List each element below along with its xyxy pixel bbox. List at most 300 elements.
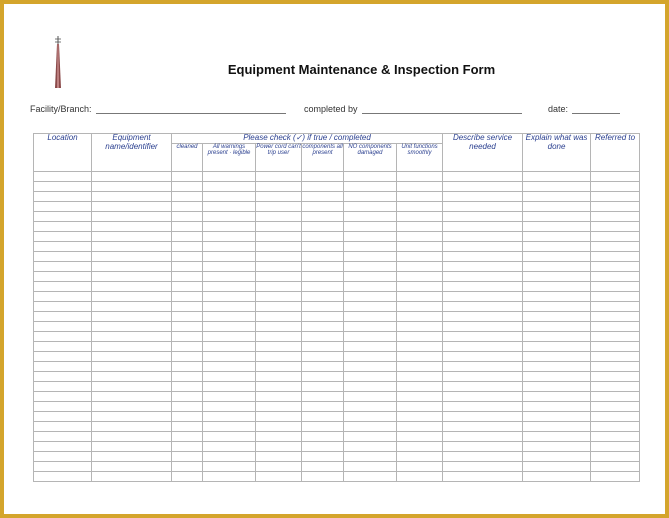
table-cell[interactable] bbox=[256, 281, 302, 291]
table-cell[interactable] bbox=[302, 221, 344, 231]
table-cell[interactable] bbox=[344, 201, 397, 211]
table-cell[interactable] bbox=[443, 261, 523, 271]
table-cell[interactable] bbox=[397, 311, 443, 321]
table-cell[interactable] bbox=[302, 371, 344, 381]
table-cell[interactable] bbox=[172, 221, 203, 231]
table-cell[interactable] bbox=[523, 461, 591, 471]
table-cell[interactable] bbox=[397, 251, 443, 261]
table-cell[interactable] bbox=[302, 171, 344, 181]
table-cell[interactable] bbox=[256, 471, 302, 481]
facility-field[interactable] bbox=[30, 104, 286, 114]
table-cell[interactable] bbox=[302, 451, 344, 461]
table-cell[interactable] bbox=[203, 241, 256, 251]
table-cell[interactable] bbox=[302, 301, 344, 311]
table-cell[interactable] bbox=[34, 321, 92, 331]
table-cell[interactable] bbox=[523, 371, 591, 381]
table-cell[interactable] bbox=[523, 211, 591, 221]
table-cell[interactable] bbox=[172, 411, 203, 421]
table-cell[interactable] bbox=[34, 281, 92, 291]
table-cell[interactable] bbox=[344, 401, 397, 411]
table-cell[interactable] bbox=[591, 371, 640, 381]
table-cell[interactable] bbox=[34, 411, 92, 421]
table-cell[interactable] bbox=[302, 241, 344, 251]
table-cell[interactable] bbox=[92, 181, 172, 191]
table-cell[interactable] bbox=[443, 241, 523, 251]
table-cell[interactable] bbox=[443, 211, 523, 221]
table-cell[interactable] bbox=[397, 361, 443, 371]
table-cell[interactable] bbox=[34, 441, 92, 451]
table-cell[interactable] bbox=[256, 351, 302, 361]
table-cell[interactable] bbox=[591, 391, 640, 401]
table-cell[interactable] bbox=[203, 201, 256, 211]
table-cell[interactable] bbox=[443, 411, 523, 421]
table-cell[interactable] bbox=[344, 381, 397, 391]
table-cell[interactable] bbox=[397, 221, 443, 231]
table-cell[interactable] bbox=[203, 461, 256, 471]
table-cell[interactable] bbox=[34, 391, 92, 401]
table-cell[interactable] bbox=[591, 251, 640, 261]
table-cell[interactable] bbox=[397, 301, 443, 311]
table-cell[interactable] bbox=[344, 451, 397, 461]
table-cell[interactable] bbox=[172, 471, 203, 481]
table-cell[interactable] bbox=[443, 171, 523, 181]
table-cell[interactable] bbox=[397, 231, 443, 241]
table-cell[interactable] bbox=[591, 361, 640, 371]
table-cell[interactable] bbox=[172, 301, 203, 311]
table-cell[interactable] bbox=[34, 261, 92, 271]
table-cell[interactable] bbox=[34, 251, 92, 261]
table-cell[interactable] bbox=[344, 231, 397, 241]
table-cell[interactable] bbox=[92, 441, 172, 451]
table-cell[interactable] bbox=[344, 221, 397, 231]
table-cell[interactable] bbox=[256, 411, 302, 421]
table-cell[interactable] bbox=[397, 441, 443, 451]
table-cell[interactable] bbox=[34, 381, 92, 391]
table-cell[interactable] bbox=[203, 271, 256, 281]
table-cell[interactable] bbox=[256, 271, 302, 281]
table-cell[interactable] bbox=[344, 371, 397, 381]
table-cell[interactable] bbox=[591, 301, 640, 311]
table-cell[interactable] bbox=[172, 341, 203, 351]
table-cell[interactable] bbox=[302, 191, 344, 201]
table-cell[interactable] bbox=[344, 191, 397, 201]
table-cell[interactable] bbox=[523, 231, 591, 241]
table-cell[interactable] bbox=[397, 391, 443, 401]
table-cell[interactable] bbox=[203, 181, 256, 191]
table-cell[interactable] bbox=[443, 461, 523, 471]
table-cell[interactable] bbox=[591, 261, 640, 271]
table-cell[interactable] bbox=[397, 271, 443, 281]
table-cell[interactable] bbox=[344, 391, 397, 401]
table-cell[interactable] bbox=[256, 401, 302, 411]
table-cell[interactable] bbox=[34, 211, 92, 221]
table-cell[interactable] bbox=[523, 421, 591, 431]
table-cell[interactable] bbox=[92, 261, 172, 271]
completed-by-field[interactable] bbox=[304, 104, 522, 114]
table-cell[interactable] bbox=[591, 351, 640, 361]
table-cell[interactable] bbox=[397, 471, 443, 481]
table-cell[interactable] bbox=[92, 471, 172, 481]
table-cell[interactable] bbox=[34, 241, 92, 251]
table-cell[interactable] bbox=[344, 471, 397, 481]
table-cell[interactable] bbox=[443, 221, 523, 231]
table-cell[interactable] bbox=[172, 311, 203, 321]
table-cell[interactable] bbox=[397, 321, 443, 331]
table-cell[interactable] bbox=[92, 451, 172, 461]
table-cell[interactable] bbox=[256, 451, 302, 461]
table-cell[interactable] bbox=[92, 341, 172, 351]
table-cell[interactable] bbox=[34, 221, 92, 231]
table-cell[interactable] bbox=[92, 311, 172, 321]
table-cell[interactable] bbox=[172, 291, 203, 301]
table-cell[interactable] bbox=[92, 351, 172, 361]
table-cell[interactable] bbox=[203, 431, 256, 441]
table-cell[interactable] bbox=[92, 271, 172, 281]
table-cell[interactable] bbox=[443, 201, 523, 211]
table-cell[interactable] bbox=[256, 461, 302, 471]
table-cell[interactable] bbox=[443, 351, 523, 361]
table-cell[interactable] bbox=[443, 181, 523, 191]
table-cell[interactable] bbox=[172, 321, 203, 331]
table-cell[interactable] bbox=[397, 351, 443, 361]
table-cell[interactable] bbox=[443, 281, 523, 291]
table-cell[interactable] bbox=[172, 431, 203, 441]
table-cell[interactable] bbox=[302, 311, 344, 321]
table-cell[interactable] bbox=[397, 431, 443, 441]
table-cell[interactable] bbox=[591, 221, 640, 231]
table-cell[interactable] bbox=[443, 341, 523, 351]
table-cell[interactable] bbox=[397, 261, 443, 271]
table-cell[interactable] bbox=[34, 271, 92, 281]
table-cell[interactable] bbox=[34, 471, 92, 481]
table-cell[interactable] bbox=[256, 231, 302, 241]
table-cell[interactable] bbox=[591, 311, 640, 321]
table-cell[interactable] bbox=[172, 391, 203, 401]
table-cell[interactable] bbox=[344, 181, 397, 191]
table-cell[interactable] bbox=[344, 301, 397, 311]
table-cell[interactable] bbox=[256, 321, 302, 331]
table-cell[interactable] bbox=[443, 321, 523, 331]
date-line[interactable] bbox=[572, 104, 620, 114]
table-cell[interactable] bbox=[591, 341, 640, 351]
table-cell[interactable] bbox=[443, 231, 523, 241]
table-cell[interactable] bbox=[344, 431, 397, 441]
table-cell[interactable] bbox=[523, 261, 591, 271]
table-cell[interactable] bbox=[443, 431, 523, 441]
table-cell[interactable] bbox=[591, 461, 640, 471]
table-cell[interactable] bbox=[203, 341, 256, 351]
table-cell[interactable] bbox=[397, 341, 443, 351]
table-cell[interactable] bbox=[34, 351, 92, 361]
table-cell[interactable] bbox=[92, 281, 172, 291]
table-cell[interactable] bbox=[256, 421, 302, 431]
table-cell[interactable] bbox=[256, 221, 302, 231]
table-cell[interactable] bbox=[443, 471, 523, 481]
table-cell[interactable] bbox=[34, 191, 92, 201]
table-cell[interactable] bbox=[92, 191, 172, 201]
table-cell[interactable] bbox=[92, 211, 172, 221]
table-cell[interactable] bbox=[591, 331, 640, 341]
table-cell[interactable] bbox=[344, 291, 397, 301]
table-cell[interactable] bbox=[203, 321, 256, 331]
table-cell[interactable] bbox=[203, 171, 256, 181]
table-cell[interactable] bbox=[203, 361, 256, 371]
table-cell[interactable] bbox=[591, 441, 640, 451]
table-cell[interactable] bbox=[397, 411, 443, 421]
table-cell[interactable] bbox=[523, 351, 591, 361]
table-cell[interactable] bbox=[302, 251, 344, 261]
table-cell[interactable] bbox=[302, 421, 344, 431]
table-cell[interactable] bbox=[34, 341, 92, 351]
table-cell[interactable] bbox=[443, 251, 523, 261]
table-cell[interactable] bbox=[443, 331, 523, 341]
table-cell[interactable] bbox=[172, 461, 203, 471]
table-cell[interactable] bbox=[397, 191, 443, 201]
table-cell[interactable] bbox=[256, 311, 302, 321]
table-cell[interactable] bbox=[591, 281, 640, 291]
table-cell[interactable] bbox=[523, 441, 591, 451]
table-cell[interactable] bbox=[591, 451, 640, 461]
table-cell[interactable] bbox=[523, 281, 591, 291]
table-cell[interactable] bbox=[344, 241, 397, 251]
table-cell[interactable] bbox=[302, 411, 344, 421]
table-cell[interactable] bbox=[34, 301, 92, 311]
table-cell[interactable] bbox=[523, 411, 591, 421]
table-cell[interactable] bbox=[203, 291, 256, 301]
table-cell[interactable] bbox=[172, 201, 203, 211]
table-cell[interactable] bbox=[92, 391, 172, 401]
table-cell[interactable] bbox=[256, 341, 302, 351]
table-cell[interactable] bbox=[591, 381, 640, 391]
table-cell[interactable] bbox=[256, 251, 302, 261]
table-cell[interactable] bbox=[344, 411, 397, 421]
table-cell[interactable] bbox=[397, 461, 443, 471]
table-cell[interactable] bbox=[302, 431, 344, 441]
table-cell[interactable] bbox=[203, 451, 256, 461]
table-cell[interactable] bbox=[92, 371, 172, 381]
table-cell[interactable] bbox=[344, 421, 397, 431]
date-field[interactable] bbox=[548, 104, 620, 114]
table-cell[interactable] bbox=[397, 171, 443, 181]
table-cell[interactable] bbox=[92, 301, 172, 311]
table-cell[interactable] bbox=[591, 431, 640, 441]
table-cell[interactable] bbox=[92, 411, 172, 421]
table-cell[interactable] bbox=[302, 331, 344, 341]
table-cell[interactable] bbox=[203, 381, 256, 391]
table-cell[interactable] bbox=[523, 341, 591, 351]
table-cell[interactable] bbox=[443, 371, 523, 381]
table-cell[interactable] bbox=[443, 421, 523, 431]
table-cell[interactable] bbox=[256, 371, 302, 381]
table-cell[interactable] bbox=[344, 441, 397, 451]
table-cell[interactable] bbox=[203, 251, 256, 261]
table-cell[interactable] bbox=[397, 291, 443, 301]
table-cell[interactable] bbox=[302, 461, 344, 471]
table-cell[interactable] bbox=[203, 391, 256, 401]
table-cell[interactable] bbox=[302, 231, 344, 241]
table-cell[interactable] bbox=[92, 381, 172, 391]
table-cell[interactable] bbox=[302, 271, 344, 281]
table-cell[interactable] bbox=[92, 431, 172, 441]
table-cell[interactable] bbox=[203, 211, 256, 221]
table-cell[interactable] bbox=[172, 451, 203, 461]
table-cell[interactable] bbox=[203, 231, 256, 241]
table-cell[interactable] bbox=[591, 171, 640, 181]
table-cell[interactable] bbox=[92, 251, 172, 261]
table-cell[interactable] bbox=[256, 201, 302, 211]
table-cell[interactable] bbox=[172, 191, 203, 201]
table-cell[interactable] bbox=[256, 361, 302, 371]
table-cell[interactable] bbox=[302, 391, 344, 401]
table-cell[interactable] bbox=[302, 381, 344, 391]
table-cell[interactable] bbox=[92, 241, 172, 251]
table-cell[interactable] bbox=[34, 361, 92, 371]
table-cell[interactable] bbox=[302, 341, 344, 351]
table-cell[interactable] bbox=[92, 171, 172, 181]
table-cell[interactable] bbox=[344, 211, 397, 221]
table-cell[interactable] bbox=[443, 381, 523, 391]
table-cell[interactable] bbox=[397, 421, 443, 431]
table-cell[interactable] bbox=[172, 241, 203, 251]
table-cell[interactable] bbox=[591, 471, 640, 481]
table-cell[interactable] bbox=[397, 241, 443, 251]
table-cell[interactable] bbox=[92, 231, 172, 241]
table-cell[interactable] bbox=[523, 251, 591, 261]
table-cell[interactable] bbox=[344, 281, 397, 291]
table-cell[interactable] bbox=[302, 401, 344, 411]
table-cell[interactable] bbox=[443, 271, 523, 281]
table-cell[interactable] bbox=[523, 271, 591, 281]
table-cell[interactable] bbox=[397, 281, 443, 291]
table-cell[interactable] bbox=[203, 401, 256, 411]
table-cell[interactable] bbox=[256, 261, 302, 271]
table-cell[interactable] bbox=[302, 321, 344, 331]
table-cell[interactable] bbox=[443, 441, 523, 451]
table-cell[interactable] bbox=[344, 251, 397, 261]
table-cell[interactable] bbox=[591, 231, 640, 241]
table-cell[interactable] bbox=[523, 401, 591, 411]
table-cell[interactable] bbox=[203, 301, 256, 311]
table-cell[interactable] bbox=[256, 331, 302, 341]
table-cell[interactable] bbox=[302, 181, 344, 191]
table-cell[interactable] bbox=[443, 311, 523, 321]
table-cell[interactable] bbox=[523, 451, 591, 461]
table-cell[interactable] bbox=[523, 241, 591, 251]
table-cell[interactable] bbox=[92, 461, 172, 471]
table-cell[interactable] bbox=[34, 201, 92, 211]
table-cell[interactable] bbox=[256, 181, 302, 191]
table-cell[interactable] bbox=[92, 291, 172, 301]
table-cell[interactable] bbox=[302, 471, 344, 481]
table-cell[interactable] bbox=[591, 421, 640, 431]
table-cell[interactable] bbox=[203, 331, 256, 341]
table-cell[interactable] bbox=[397, 201, 443, 211]
table-cell[interactable] bbox=[203, 421, 256, 431]
table-cell[interactable] bbox=[523, 181, 591, 191]
table-cell[interactable] bbox=[203, 311, 256, 321]
table-cell[interactable] bbox=[344, 321, 397, 331]
table-cell[interactable] bbox=[256, 291, 302, 301]
table-cell[interactable] bbox=[344, 261, 397, 271]
table-cell[interactable] bbox=[92, 221, 172, 231]
table-cell[interactable] bbox=[172, 371, 203, 381]
table-cell[interactable] bbox=[523, 381, 591, 391]
table-cell[interactable] bbox=[34, 291, 92, 301]
table-cell[interactable] bbox=[172, 261, 203, 271]
table-cell[interactable] bbox=[203, 281, 256, 291]
table-cell[interactable] bbox=[591, 241, 640, 251]
table-cell[interactable] bbox=[397, 401, 443, 411]
table-cell[interactable] bbox=[302, 201, 344, 211]
table-cell[interactable] bbox=[591, 401, 640, 411]
table-cell[interactable] bbox=[172, 281, 203, 291]
table-cell[interactable] bbox=[591, 181, 640, 191]
table-cell[interactable] bbox=[591, 211, 640, 221]
table-cell[interactable] bbox=[34, 231, 92, 241]
table-cell[interactable] bbox=[344, 171, 397, 181]
table-cell[interactable] bbox=[92, 321, 172, 331]
table-cell[interactable] bbox=[172, 331, 203, 341]
table-cell[interactable] bbox=[443, 291, 523, 301]
table-cell[interactable] bbox=[302, 261, 344, 271]
table-cell[interactable] bbox=[302, 211, 344, 221]
table-cell[interactable] bbox=[344, 351, 397, 361]
table-cell[interactable] bbox=[203, 411, 256, 421]
table-cell[interactable] bbox=[591, 291, 640, 301]
table-cell[interactable] bbox=[256, 241, 302, 251]
table-cell[interactable] bbox=[302, 361, 344, 371]
table-cell[interactable] bbox=[523, 391, 591, 401]
table-cell[interactable] bbox=[591, 191, 640, 201]
table-cell[interactable] bbox=[302, 291, 344, 301]
table-cell[interactable] bbox=[523, 301, 591, 311]
table-cell[interactable] bbox=[256, 441, 302, 451]
facility-line[interactable] bbox=[96, 104, 286, 114]
table-cell[interactable] bbox=[172, 351, 203, 361]
table-cell[interactable] bbox=[172, 171, 203, 181]
table-cell[interactable] bbox=[397, 181, 443, 191]
table-cell[interactable] bbox=[92, 331, 172, 341]
table-cell[interactable] bbox=[203, 261, 256, 271]
table-cell[interactable] bbox=[523, 311, 591, 321]
table-cell[interactable] bbox=[256, 431, 302, 441]
table-cell[interactable] bbox=[523, 201, 591, 211]
table-cell[interactable] bbox=[344, 341, 397, 351]
table-cell[interactable] bbox=[302, 351, 344, 361]
table-cell[interactable] bbox=[203, 371, 256, 381]
table-cell[interactable] bbox=[34, 311, 92, 321]
table-cell[interactable] bbox=[591, 321, 640, 331]
table-cell[interactable] bbox=[523, 321, 591, 331]
table-cell[interactable] bbox=[344, 271, 397, 281]
table-cell[interactable] bbox=[34, 171, 92, 181]
table-cell[interactable] bbox=[591, 201, 640, 211]
table-cell[interactable] bbox=[443, 361, 523, 371]
table-cell[interactable] bbox=[92, 361, 172, 371]
table-cell[interactable] bbox=[344, 331, 397, 341]
table-cell[interactable] bbox=[256, 191, 302, 201]
table-cell[interactable] bbox=[302, 441, 344, 451]
table-cell[interactable] bbox=[523, 471, 591, 481]
table-cell[interactable] bbox=[203, 351, 256, 361]
table-cell[interactable] bbox=[523, 331, 591, 341]
table-cell[interactable] bbox=[397, 371, 443, 381]
table-cell[interactable] bbox=[34, 461, 92, 471]
table-cell[interactable] bbox=[34, 371, 92, 381]
table-cell[interactable] bbox=[172, 251, 203, 261]
table-cell[interactable] bbox=[523, 431, 591, 441]
table-cell[interactable] bbox=[172, 381, 203, 391]
